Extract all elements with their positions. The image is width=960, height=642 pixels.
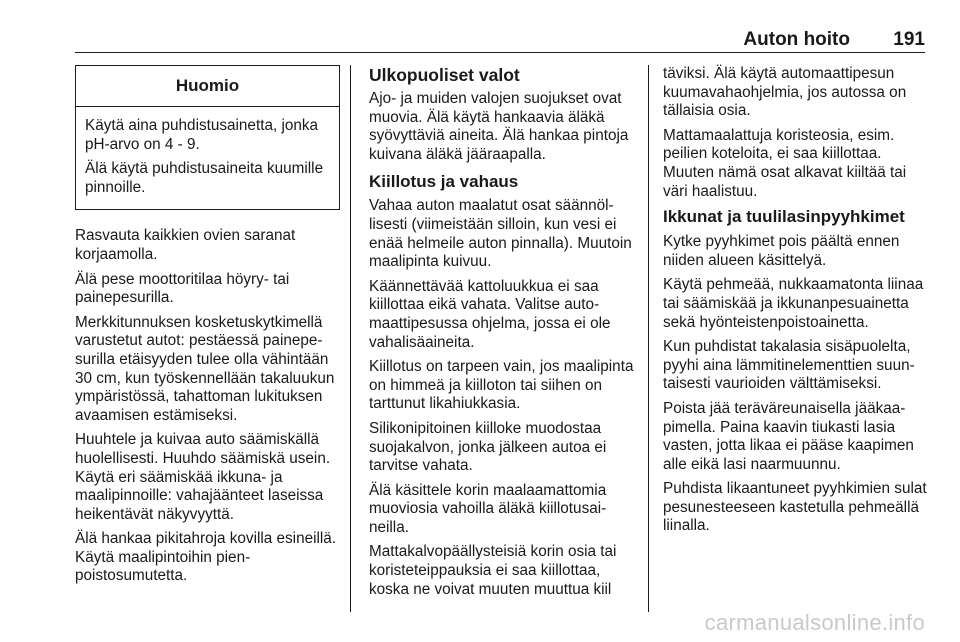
page-number: 191 xyxy=(893,29,925,50)
column-3 xyxy=(663,65,928,542)
paragraph: Kiillotus on tarpeen vain, jos maalipinta on himmeä ja kiilloton tai siihen on tarttunut likahiukkasia. xyxy=(369,358,634,413)
watermark: carmanualsonline.info xyxy=(704,610,925,635)
column-divider-1 xyxy=(350,65,351,612)
paragraph: täviksi. Älä käytä automaattipesun kuumavahaohjelmia, jos autossa on tällaisia osia. xyxy=(663,65,907,120)
chapter-title: Auton hoito xyxy=(743,29,850,50)
section-heading-windows: Ikkunat ja tuulilasinpyyhkimet xyxy=(663,207,905,227)
paragraph: Käännettävää kattoluukkua ei saa kiillottaa eikä vahata. Valitse automaattipesussa ohjelma, jossa ei ole vahalisäaineita. xyxy=(369,277,611,351)
paragraph: Ajo- ja muiden valojen suojukset ovat muovia. Älä käytä hankaavia äläkä syövyttäviä aineita. Älä hankaa pintoja kuivana äläkä jääraapalla. xyxy=(369,90,629,163)
paragraph: Silikonipitoinen kiilloke muodostaa suojakalvon, jonka jälkeen autoa ei tarvitse vahata. xyxy=(369,419,607,475)
paragraph: Puhdista likaantuneet pyyhkimien sulat pesunesteeseen kastetulla pehmeällä liinalla. xyxy=(663,480,927,535)
notice-body xyxy=(76,107,339,209)
paragraph: Poista jää teräväreunaisella jääkaapimella. Paina kaavin tiukasti lasia vasten, jotta likaa ei pääse kaapimen alle eikä lasi naarmuunnu. xyxy=(663,399,914,473)
paragraph: Huuhtele ja kuivaa auto säämiskällä huolellisesti. Huuhdo säämiskä usein. Käytä eri säämiskää ikkuna- ja maalipinnoille: vahajäänteet laseissa heikentävät näkyvyyttä. xyxy=(75,431,331,523)
column-1-text xyxy=(75,227,341,586)
column-2 xyxy=(369,65,637,605)
section-heading-polishing: Kiillotus ja vahaus xyxy=(369,172,519,192)
paragraph: Vahaa auton maalatut osat säännöllisesti (viimeistään silloin, kun vesi ei enää helmeile auton pinnalla). Muutoin maalipinta kuivuu. xyxy=(369,197,632,271)
paragraph: Rasvauta kaikkien ovien saranat korjaamolla. xyxy=(75,227,296,263)
section-heading-exterior-lights: Ulkopuoliset valot xyxy=(369,65,520,85)
notice-paragraph: Älä käytä puhdistusaineita kuumille pinnoille. xyxy=(85,160,324,196)
paragraph: Älä pese moottoritilaa höyry- tai painepesurilla. xyxy=(75,270,290,307)
paragraph: Mattamaalattuja koristeosia, esim. peilien koteloita, ei saa kiillottaa. Muuten nämä osat alkavat kiiltää tai väri haalistuu. xyxy=(663,126,907,200)
column-1 xyxy=(75,65,341,592)
paragraph: Kytke pyyhkimet pois päältä ennen niiden alueen käsittelyä. xyxy=(663,233,900,269)
header-rule xyxy=(75,52,925,53)
paragraph: Mattakalvopäällysteisiä korin osia tai koristeteippauksia ei saa kiillottaa, koska ne voivat muuten muuttua kiil xyxy=(369,543,617,598)
notice-title: Huomio xyxy=(76,66,339,107)
paragraph: Älä käsittele korin maalaamattomia muoviosia vahoilla äläkä kiillotusaineilla. xyxy=(369,481,607,536)
page-header xyxy=(75,30,925,50)
notice-box xyxy=(75,65,340,210)
paragraph: Älä hankaa pikitahroja kovilla esineillä. Käytä maalipintoihin pienpoistosumutetta. xyxy=(75,530,337,585)
paragraph: Kun puhdistat takalasia sisäpuolelta, pyyhi aina lämmitinelementtien suuntaisesti vaurioiden välttämiseksi. xyxy=(663,338,915,393)
column-divider-2 xyxy=(648,65,649,612)
paragraph: Käytä pehmeää, nukkaamatonta liinaa tai säämiskää ja ikkunanpesuainetta sekä hyönteistenpoistoainetta. xyxy=(663,276,924,331)
paragraph: Merkkitunnuksen kosketuskytkimellä varustetut autot: pestäessä painepesurilla etäisyyden tulee olla vähintään 30 cm, kun työskennellään takaluukun ympäristössä, tahattoman lukituksen avaamisen estämiseksi. xyxy=(75,313,335,424)
notice-paragraph: Käytä aina puhdistusainetta, jonka pH-arvo on 4 - 9. xyxy=(85,117,319,153)
